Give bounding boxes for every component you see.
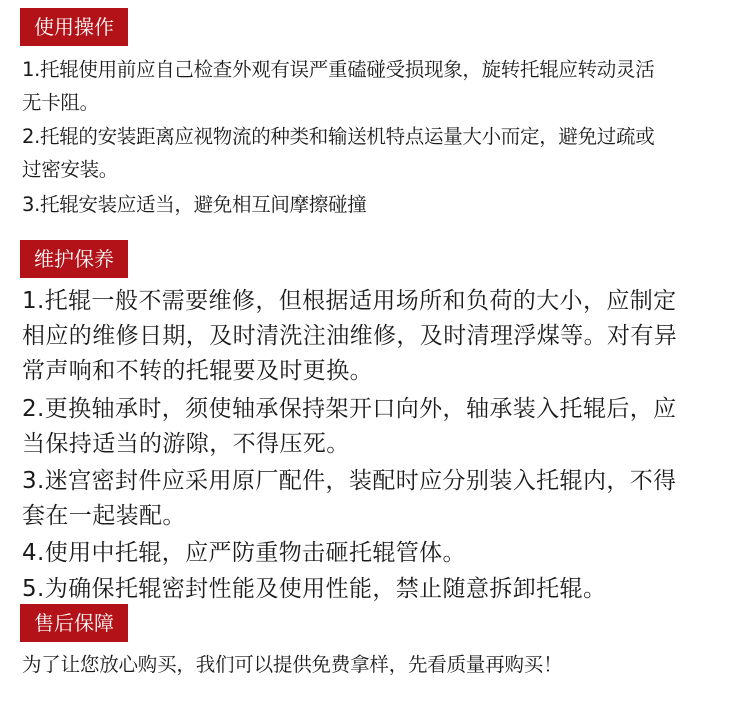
maintenance-line-8: 4.使用中托辊，应严防重物击砸托辊管体。 (22, 540, 466, 566)
usage-line-1: 1.托辊使用前应自己检查外观有误严重磕碰受损现象，旋转托辊应转动灵活 (22, 58, 655, 81)
maintenance-line-6: 3.迷宫密封件应采用原厂配件，装配时应分别装入托辊内，不得 (22, 468, 677, 494)
section-title-after-sales: 售后保障 (20, 604, 128, 642)
maintenance-line-5: 当保持适当的游隙，不得压死。 (22, 431, 350, 457)
after-sales-line-1: 为了让您放心购买，我们可以提供免费拿样，先看质量再购买！ (22, 653, 563, 676)
maintenance-line-1: 1.托辊一般不需要维修，但根据适用场所和负荷的大小，应制定 (22, 288, 677, 314)
usage-line-5: 3.托辊安装应适当，避免相互间摩擦碰撞 (22, 193, 367, 216)
maintenance-line-2: 相应的维修日期，及时清洗注油维修，及时清理浮煤等。对有异 (22, 323, 678, 349)
usage-line-2: 无卡阻。 (22, 91, 99, 114)
section-title-usage: 使用操作 (20, 8, 128, 46)
usage-line-4: 过密安装。 (22, 158, 119, 181)
maintenance-line-3: 常声响和不转的托辊要及时更换。 (22, 358, 373, 384)
maintenance-line-9: 5.为确保托辊密封性能及使用性能，禁止随意拆卸托辊。 (22, 576, 607, 602)
usage-line-3: 2.托辊的安装距离应视物流的种类和输送机特点运量大小而定，避免过疏或 (22, 125, 655, 148)
maintenance-line-4: 2.更换轴承时，须使轴承保持架开口向外，轴承装入托辊后，应 (22, 396, 677, 422)
section-title-maintenance: 维护保养 (20, 240, 128, 278)
maintenance-line-7: 套在一起装配。 (22, 503, 186, 529)
